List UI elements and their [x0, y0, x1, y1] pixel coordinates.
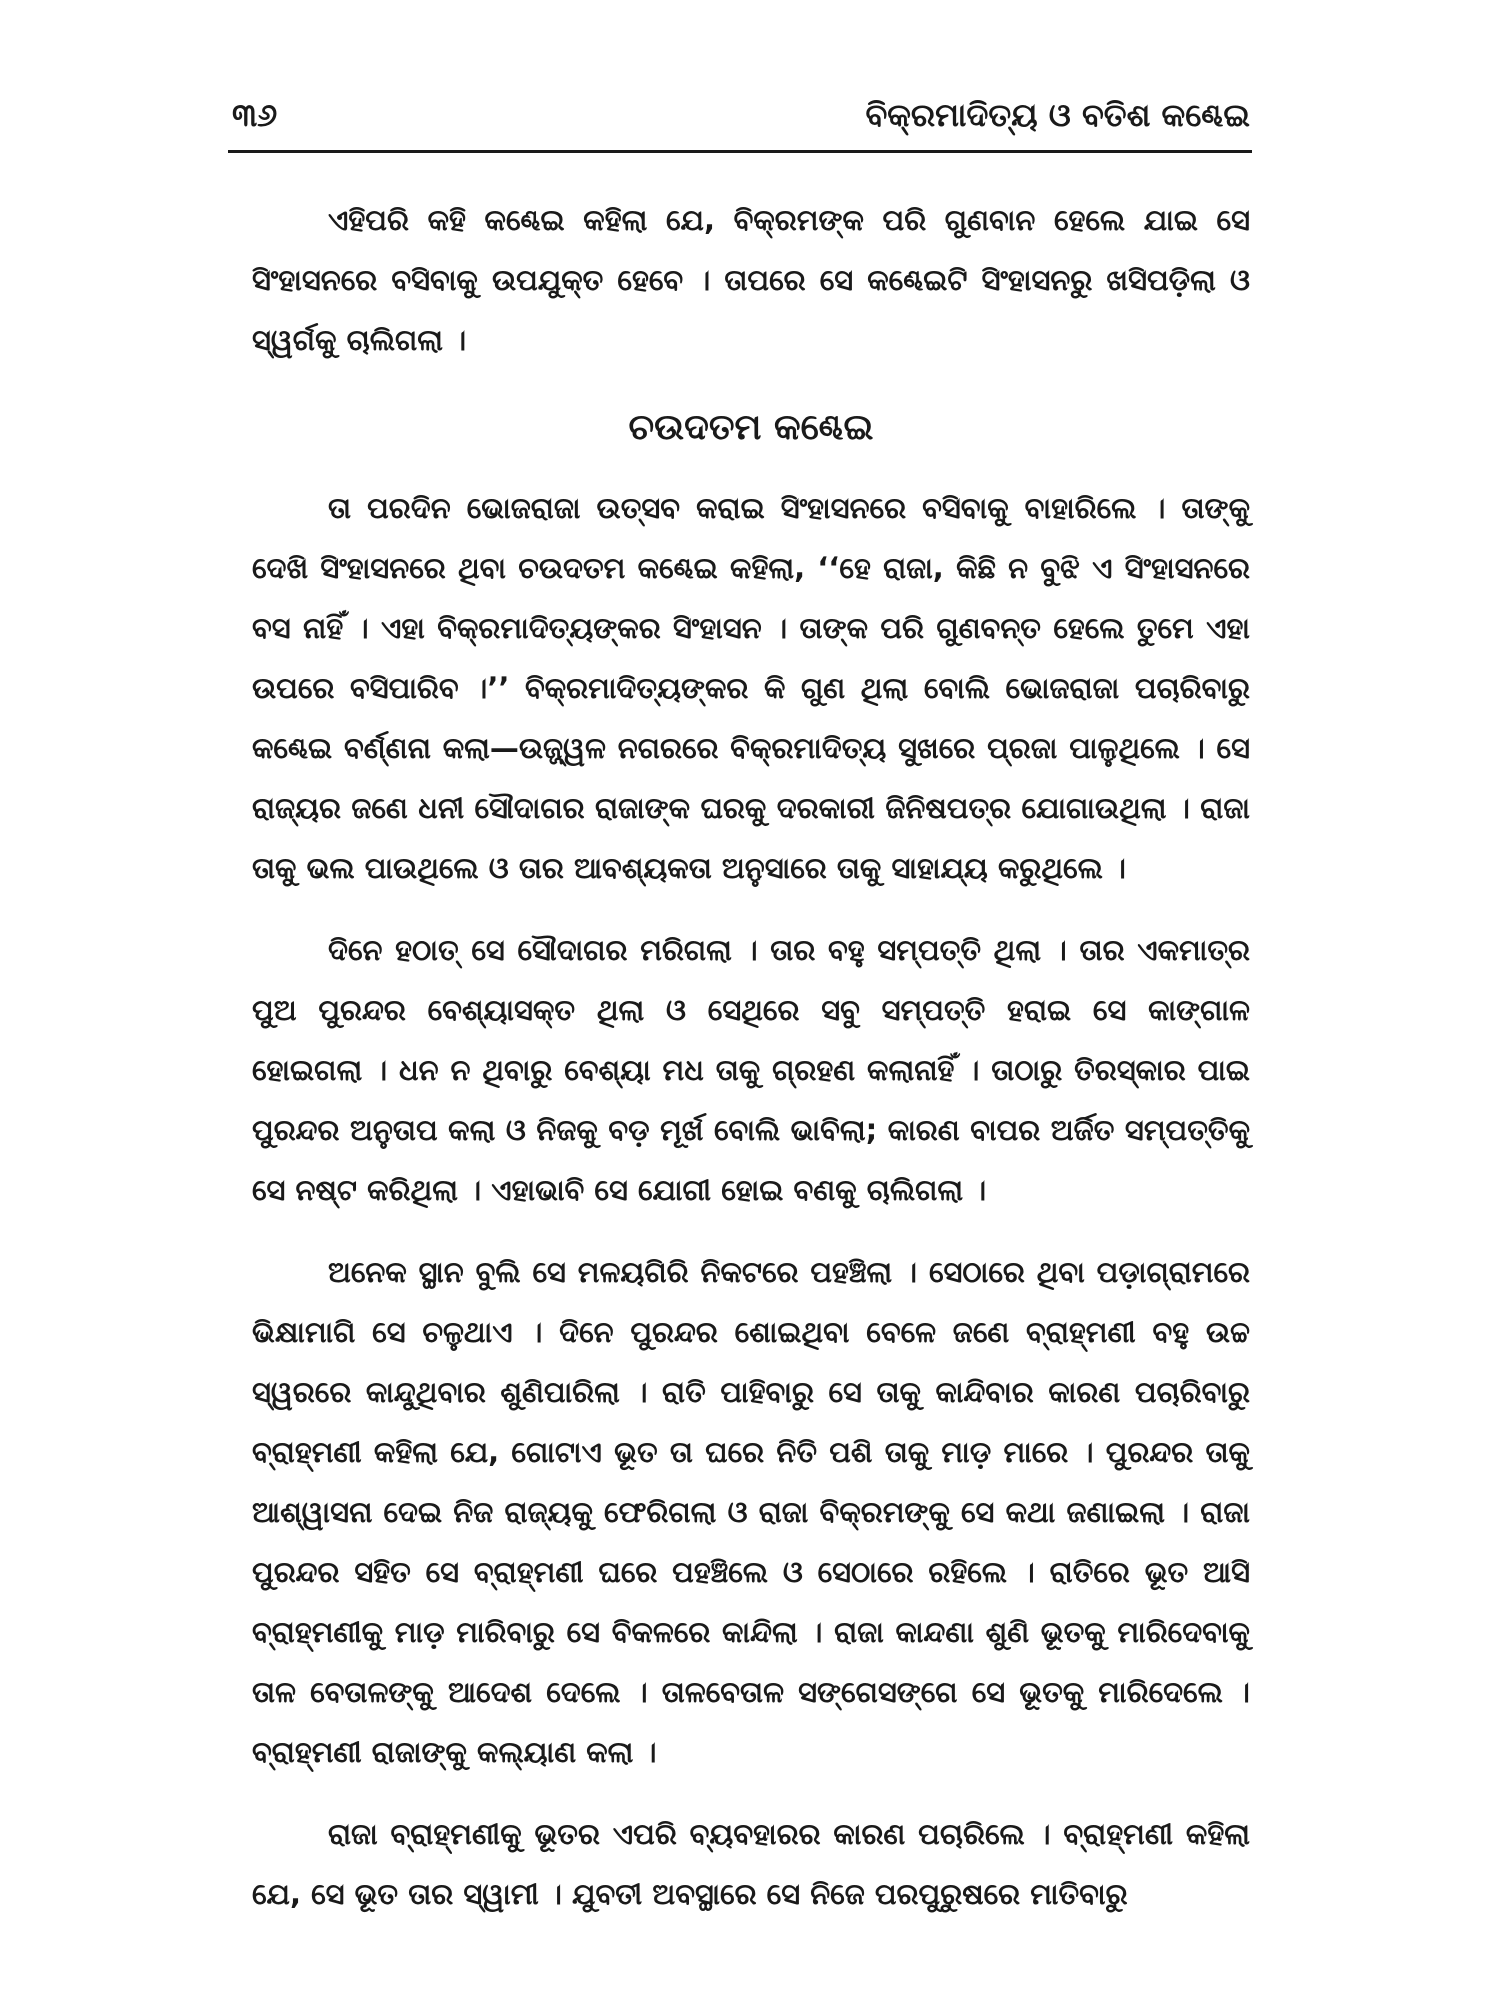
paragraph-gap [252, 898, 1250, 920]
chapter-title: ଚଉଦତମ କଣ୍ଢେଇ [628, 407, 874, 448]
paragraph-gap [252, 1220, 1250, 1242]
paragraph-4: ରାଜା ବ୍ରାହ୍ମଣୀକୁ ଭୂତର ଏପରି ବ୍ୟବହାରର କାରଣ ପଚାରିଲେ । ବ୍ରାହ୍ମଣୀ କହିଲା ଯେ, ସେ ଭୂତ ତାର ସ୍ୱାମୀ । ଯୁବତୀ ଅବସ୍ଥାରେ ସେ ନିଜେ ପରପୁରୁଷରେ ମାତିବାରୁ [252, 1817, 1250, 1911]
paragraph-1: ତା ପରଦିନ ଭୋଜରାଜା ଉତ୍ସବ କରାଇ ସିଂହାସନରେ ବସିବାକୁ ବାହାରିଲେ । ତାଙ୍କୁ ଦେଖି ସିଂହାସନରେ ଥିବା ଚଉଦତମ କଣ୍ଢେଇ କହିଲା, ‘‘ହେ ରାଜା, କିଛି ନ ବୁଝି ଏ ସିଂହାସନରେ ବସ ନାହିଁ । ଏହା ବିକ୍ରମାଦିତ୍ୟଙ୍କର ସିଂହାସନ । ତାଙ୍କ ପରି ଗୁଣବନ୍ତ ହେଲେ ତୁମେ ଏହା ଉପରେ ବସିପାରିବ ।’’ ବିକ୍ରମାଦିତ୍ୟଙ୍କର କି ଗୁଣ ଥିଲା ବୋଲି ଭୋଜରାଜା ପଚାରିବାରୁ କଣ୍ଢେଇ ବର୍ଣ୍ଣନା କଲା—ଉଜ୍ଜ୍ୱଳ ନଗରରେ ବିକ୍ରମାଦିତ୍ୟ ସୁଖରେ ପ୍ରଜା ପାଳୁଥିଲେ । ସେ ରାଜ୍ୟର ଜଣେ ଧନୀ ସୌଦାଗର ରାଜାଙ୍କ ଘରକୁ ଦରକାରୀ ଜିନିଷପତ୍ର ଯୋଗାଉଥିଲା । ରାଜା ତାକୁ ଭଲ ପାଉଥିଲେ ଓ ତାର ଆବଶ୍ୟକତା ଅନୁସାରେ ତାକୁ ସାହାଯ୍ୟ କରୁଥିଲେ । [252, 491, 1250, 885]
paragraph-2: ଦିନେ ହଠାତ୍ ସେ ସୌଦାଗର ମରିଗଲା । ତାର ବହୁ ସମ୍ପତ୍ତି ଥିଲା । ତାର ଏକମାତ୍ର ପୁଅ ପୁରନ୍ଦର ବେଶ୍ୟାସକ୍ତ ଥିଲା ଓ ସେଥିରେ ସବୁ ସମ୍ପତ୍ତି ହରାଇ ସେ କାଙ୍ଗାଳ ହୋଇଗଲା । ଧନ ନ ଥିବାରୁ ବେଶ୍ୟା ମଧ ତାକୁ ଗ୍ରହଣ କଲାନାହିଁ । ତାଠାରୁ ତିରସ୍କାର ପାଇ ପୁରନ୍ଦର ଅନୁତାପ କଲା ଓ ନିଜକୁ ବଡ଼ ମୂର୍ଖ ବୋଲି ଭାବିଲା; କାରଣ ବାପର ଅର୍ଜିତ ସମ୍ପତ୍ତିକୁ ସେ ନଷ୍ଟ କରିଥିଲା । ଏହାଭାବି ସେ ଯୋଗୀ ହୋଇ ବଣକୁ ଚାଲିଗଲା । [252, 933, 1250, 1207]
book-title: ବିକ୍ରମାଦିତ୍ୟ ଓ ବତିଶ କଣ୍ଢେଇ [865, 96, 1250, 134]
header-rule [228, 150, 1252, 153]
paragraph-gap [252, 1782, 1250, 1804]
page-body [252, 190, 1250, 1924]
paragraph-3: ଅନେକ ସ୍ଥାନ ବୁଲି ସେ ମଳୟଗିରି ନିକଟରେ ପହଞ୍ଚିଲା । ସେଠାରେ ଥିବା ପଡ଼ାଗ୍ରାମରେ ଭିକ୍ଷାମାଗି ସେ ଚଳୁଥାଏ । ଦିନେ ପୁରନ୍ଦର ଶୋଇଥିବା ବେଳେ ଜଣେ ବ୍ରାହ୍ମଣୀ ବହୁ ଉଚ୍ଚ ସ୍ୱରରେ କାନ୍ଦୁଥିବାର ଶୁଣିପାରିଲା । ରାତି ପାହିବାରୁ ସେ ତାକୁ କାନ୍ଦିବାର କାରଣ ପଚାରିବାରୁ ବ୍ରାହ୍ମଣୀ କହିଲା ଯେ, ଗୋଟାଏ ଭୂତ ତା ଘରେ ନିତି ପଶି ତାକୁ ମାଡ଼ ମାରେ । ପୁରନ୍ଦର ତାକୁ ଆଶ୍ୱାସନା ଦେଇ ନିଜ ରାଜ୍ୟକୁ ଫେରିଗଲା ଓ ରାଜା ବିକ୍ରମଙ୍କୁ ସେ କଥା ଜଣାଇଲା । ରାଜା ପୁରନ୍ଦର ସହିତ ସେ ବ୍ରାହ୍ମଣୀ ଘରେ ପହଞ୍ଚିଲେ ଓ ସେଠାରେ ରହିଲେ । ରାତିରେ ଭୂତ ଆସି ବ୍ରାହ୍ମଣୀକୁ ମାଡ଼ ମାରିବାରୁ ସେ ବିକଳରେ କାନ୍ଦିଲା । ରାଜା କାନ୍ଦଣା ଶୁଣି ଭୂତକୁ ମାରିଦେବାକୁ ତାଳ ବେତାଳଙ୍କୁ ଆଦେଶ ଦେଲେ । ତାଳବେତାଳ ସଙ୍ଗେସଙ୍ଗେ ସେ ଭୂତକୁ ମାରିଦେଲେ । ବ୍ରାହ୍ମଣୀ ରାଜାଙ୍କୁ କଲ୍ୟାଣ କଲା । [252, 1255, 1250, 1769]
page-number: ୩୬ [232, 96, 278, 134]
running-head [232, 96, 1250, 146]
intro-paragraph: ଏହିପରି କହି କଣ୍ଢେଇ କହିଲା ଯେ, ବିକ୍ରମଙ୍କ ପରି ଗୁଣବାନ ହେଲେ ଯାଇ ସେ ସିଂହାସନରେ ବସିବାକୁ ଉପଯୁକ୍ତ ହେବେ । ତାପରେ ସେ କଣ୍ଢେଇଟି ସିଂହାସନରୁ ଖସିପଡ଼ିଲା ଓ ସ୍ୱର୍ଗକୁ ଚାଲିଗଲା । [252, 203, 1250, 357]
